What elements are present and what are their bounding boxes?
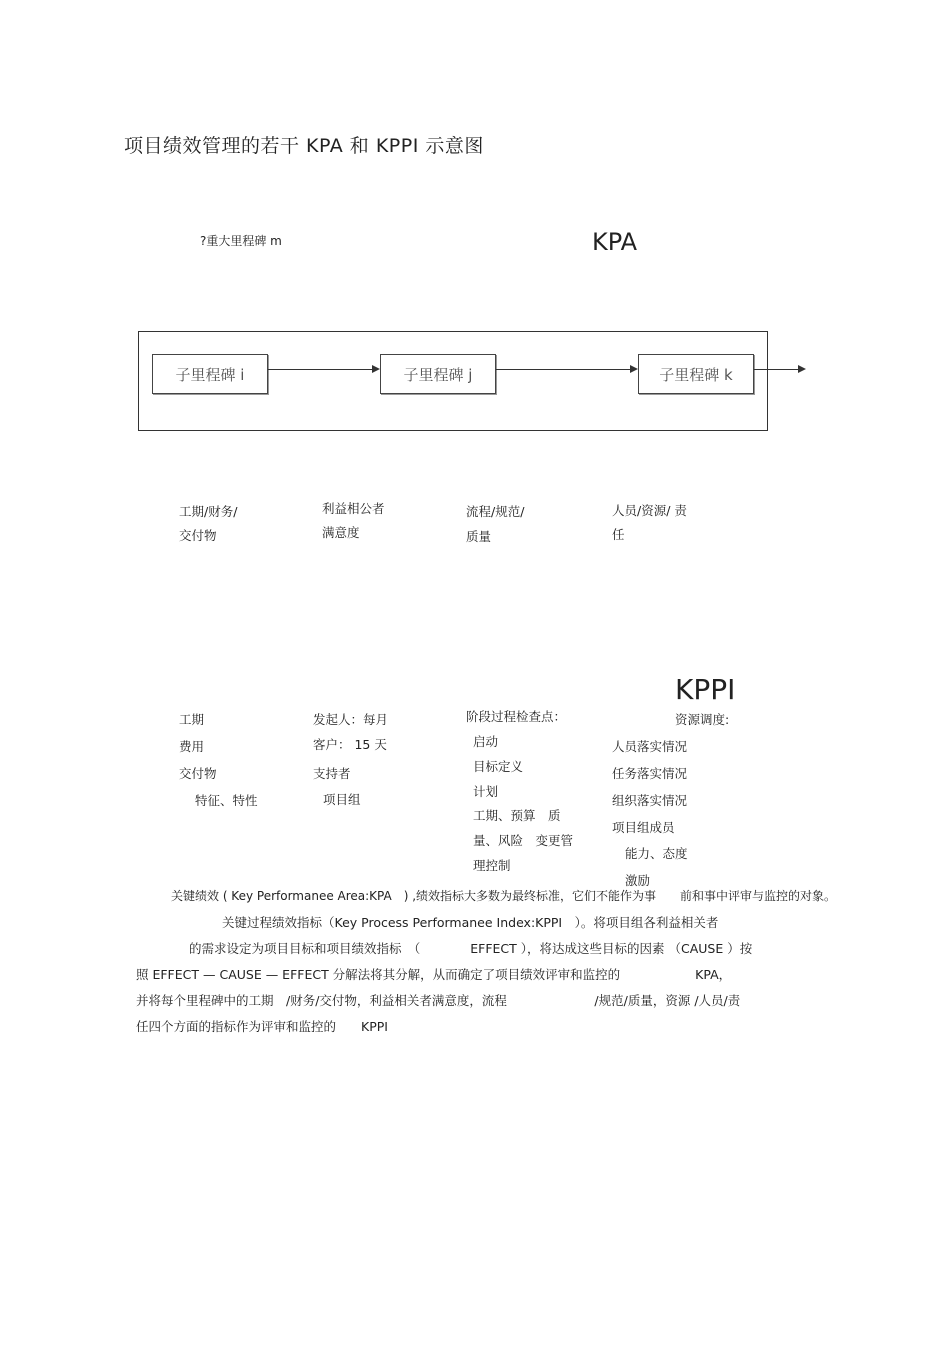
paragraph-line: 关键过程绩效指标（Key Process Performanee Index:KPPI ）。将项目组各利益相关者 [222, 915, 719, 930]
kppi-col4-item: 能力、态度 [625, 846, 688, 861]
kpa-category-3-line2: 质量 [466, 529, 492, 544]
kppi-col1-item: 交付物 [179, 766, 217, 781]
paragraph-line: 关键绩效 ( Key Performanee Area:KPA ) ,绩效指标大多数为最终标准，它们不能作为事 前和事中评审与监控的对象。 [171, 889, 837, 903]
milestone-box-j: 子里程碑 j [380, 354, 496, 394]
kppi-col2-item: 项目组 [323, 792, 361, 807]
kppi-col3-item: 目标定义 [473, 759, 524, 774]
kppi-col4-item: 组织落实情况 [612, 793, 688, 808]
kppi-col3-title: 阶段过程检查点： [466, 709, 567, 724]
arrow-k-out [754, 369, 804, 370]
kppi-col1-item: 特征、特性 [195, 793, 258, 808]
kpa-category-3-line1: 流程/规范/ [466, 504, 525, 519]
kppi-col4-item: 任务落实情况 [612, 766, 688, 781]
kppi-col3-item: 启动 [473, 734, 499, 749]
paragraph-line: 的需求设定为项目目标和项目绩效指标 （ EFFECT ），将达成这些目标的因素 （CAUSE ）按 [189, 941, 753, 956]
paragraph-line: 并将每个里程碑中的工期 /财务/交付物，利益相关者满意度，流程 /规范/质量，资源 /人员/责 [136, 993, 741, 1008]
kpa-category-4-line2: 任 [612, 527, 625, 542]
kppi-col3-item: 理控制 [473, 858, 511, 873]
arrow-i-to-j [268, 369, 378, 370]
kppi-col3-item: 量、风险 变更管 [473, 833, 574, 848]
kpa-category-4-line1: 人员/资源/ 责 [612, 503, 687, 518]
kppi-col1-item: 费用 [179, 739, 205, 754]
kppi-col4-item: 激励 [625, 873, 651, 888]
kpa-category-1-line1: 工期/财务/ [179, 504, 238, 519]
milestone-box-k: 子里程碑 k [638, 354, 754, 394]
kpa-category-2-line1: 利益相公者 [322, 501, 385, 516]
major-milestone-label: ?重大里程碑 m [200, 234, 282, 248]
kppi-col2-item: 客户： 15 天 [313, 737, 387, 752]
kpa-heading: KPA [592, 228, 638, 256]
kpa-category-2-line2: 满意度 [322, 525, 360, 540]
arrow-j-to-k [496, 369, 636, 370]
paragraph-line: 照 EFFECT — CAUSE — EFFECT 分解法将其分解，从而确定了项目绩效评审和监控的 KPA， [136, 967, 732, 982]
kppi-col3-item: 工期、预算 质 [473, 808, 561, 823]
kppi-col4-item: 人员落实情况 [612, 739, 688, 754]
kppi-col2-item: 发起人：每月 [313, 712, 389, 727]
kppi-col1-item: 工期 [179, 712, 205, 727]
kppi-col3-item: 计划 [473, 784, 499, 799]
kppi-col2-item: 支持者 [313, 766, 351, 781]
kppi-col4-title: 资源调度: [675, 712, 730, 727]
paragraph-line: 任四个方面的指标作为评审和监控的 KPPI [136, 1019, 388, 1034]
page-title: 项目绩效管理的若干 KPA 和 KPPI 示意图 [124, 135, 484, 157]
kppi-col4-item: 项目组成员 [612, 820, 675, 835]
kppi-heading: KPPI [675, 673, 736, 706]
kpa-category-1-line2: 交付物 [179, 528, 217, 543]
milestone-box-i: 子里程碑 i [152, 354, 268, 394]
